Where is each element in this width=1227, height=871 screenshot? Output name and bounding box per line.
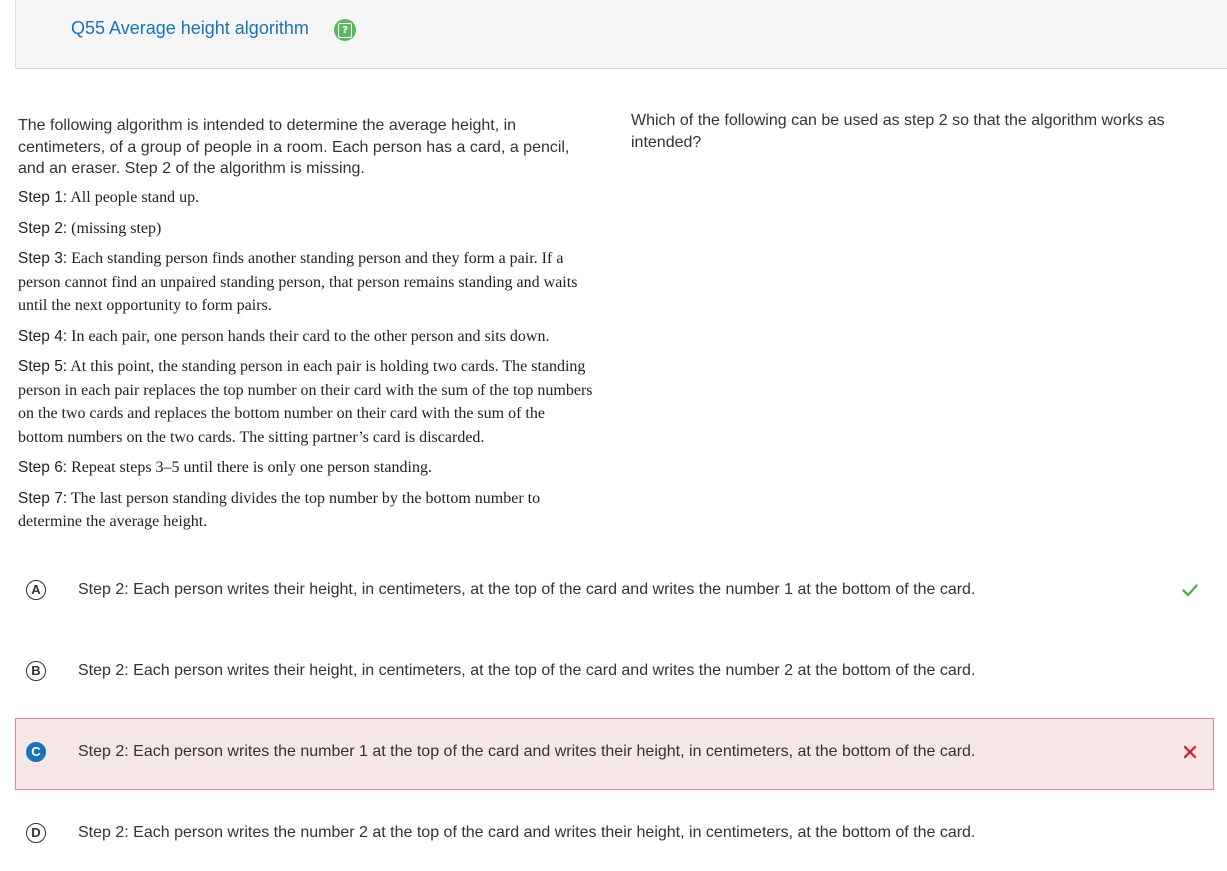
choice-letter-b[interactable]: B (26, 661, 46, 681)
step-text: Each standing person finds another standing person and they form a pair. If a person cannot find an unpaired standing person, that person remains standing and waits until the next opportunity to form pairs. (18, 250, 578, 314)
question-prompt: Which of the following can be used as step 2 so that the algorithm works as intended? (631, 112, 1165, 151)
answer-choice-d[interactable] (15, 799, 1214, 871)
step-item (18, 456, 593, 480)
question-title: Q55 Average height algorithm (71, 18, 309, 38)
check-icon (1181, 581, 1199, 599)
x-icon (1181, 743, 1199, 761)
step-text: (missing step) (71, 219, 162, 237)
answer-choice-b[interactable] (15, 637, 1214, 709)
help-icon-glyph: ? (338, 23, 352, 38)
step-item (18, 186, 593, 210)
step-label: Step 7: (18, 489, 68, 507)
choice-text-a: Step 2: Each person writes their height, in centimeters, at the top of the card and writes the number 1 at the bottom of the card. (78, 581, 976, 598)
step-item (18, 217, 593, 241)
answer-choice-a[interactable] (15, 556, 1214, 628)
step-label: Step 1: (18, 189, 68, 206)
step-label: Step 3: (18, 250, 68, 267)
choice-text-d: Step 2: Each person writes the number 2 at the top of the card and writes their height, in centimeters, at the bottom of the card. (78, 824, 976, 841)
step-label: Step 4: (18, 327, 68, 345)
choice-text-c: Step 2: Each person writes the number 1 at the top of the card and writes their height, in centimeters, at the bottom of the card. (78, 743, 976, 760)
step-text: The last person standing divides the top number by the bottom number to determine the average height. (18, 489, 541, 530)
step-item (18, 325, 593, 349)
question-intro: The following algorithm is intended to determine the average height, in centimeters, of a group of people in a room. Each person has a card, a pencil, and an eraser. Step 2 of the algorithm is missing. (18, 117, 570, 177)
step-item (18, 247, 593, 318)
question-mark-icon[interactable] (334, 19, 356, 41)
choice-letter-c[interactable]: C (26, 742, 46, 762)
step-label: Step 2: (18, 219, 68, 237)
answer-choice-c[interactable] (15, 718, 1214, 790)
step-text: Repeat steps 3–5 until there is only one person standing. (71, 459, 432, 476)
choice-letter-d[interactable]: D (26, 823, 46, 843)
step-text: All people stand up. (70, 189, 200, 206)
step-label: Step 6: (18, 459, 68, 476)
algorithm-steps (18, 186, 593, 541)
step-item (18, 355, 593, 449)
step-text: At this point, the standing person in each pair is holding two cards. The standing person in each pair replaces the top number on their card with the sum of the top numbers on the two cards and replaces the bottom number on their card with the sum of the bottom numbers on the two cards. The sitting partner’s card is discarded. (18, 358, 593, 446)
question-header (15, 0, 1227, 69)
step-text: In each pair, one person hands their card to the other person and sits down. (71, 327, 550, 345)
choice-letter-a[interactable]: A (26, 580, 46, 600)
choice-text-b: Step 2: Each person writes their height, in centimeters, at the top of the card and writes the number 2 at the bottom of the card. (78, 662, 976, 679)
step-item (18, 487, 593, 534)
step-label: Step 5: (18, 358, 68, 375)
